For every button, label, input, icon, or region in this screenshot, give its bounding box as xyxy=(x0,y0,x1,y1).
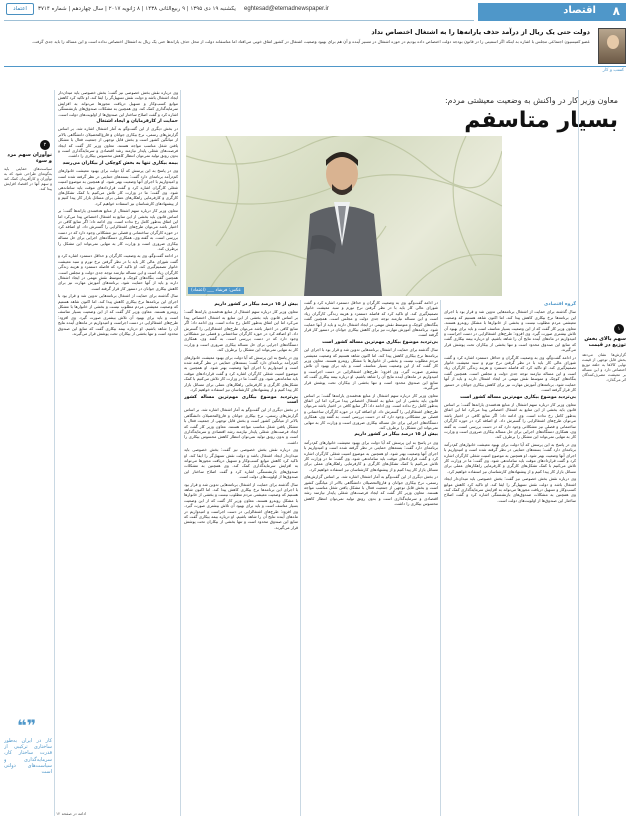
column-text: سال گذشته برای حمایت از اشتغال برنامه‌هایی تدوین شد و قرار بود با اجرای این برنامه‌ها نرخ بیکاری کاهش پیدا کند. اما اکنون شاهد هستیم که وضعیت معیشتی مردم مطلوب نیست و بخشی از خانوارها با مشکل روبه‌رو هستند. معاون وزیر کار گفت که از این وضعیت بسیار متاسف است و باید برای بهبود آن تلاش بیشتری صورت گیرد. وی افزود: طرح‌های اشتغالزایی در دست اجراست و امیدواریم در ماه‌های آینده نتایج آن را شاهد باشیم. او درباره بیمه بیکاری گفت که منابع این صندوق محدود است و تنها بخشی از بیکاران تحت پوشش قرار می‌گیرند. xyxy=(444,309,576,353)
column-text: در بخش دیگری از این گفت‌وگو به آمار اشتغال اشاره شد. بر اساس گزارش‌های رسمی، نرخ بیکاری جوانان و فارغ‌التحصیلان دانشگاهی بالاتر از میانگین کشور است و بخش قابل توجهی از جمعیت فعال با مشکل یافتن شغل مناسب مواجه هستند. معاون وزیر کار گفت که ایجاد فرصت‌های شغلی پایدار نیازمند رشد اقتصادی و سرمایه‌گذاری است و بدون رونق تولید نمی‌توان انتظار کاهش محسوس بیکاری را داشت. xyxy=(58,126,178,159)
column-text: وی در پاسخ به این پرسش که آیا دولت برای بهبود معیشت خانوارهای کم‌درآمد برنامه‌ای دارد گفت: بسته‌های حمایتی در نظر گرفته شده است و امیدواریم با اجرای آنها وضعیت بهتر شود. او همچنین به موضوع امنیت شغلی کارگران اشاره کرد و گفت قراردادهای موقت باید ساماندهی شود. وی گفت: ما در وزارت کار تلاش می‌کنیم با کمک تشکل‌های کارگری و کارفرمایی راهکارهای عملی برای مسائل بازار کار پیدا کنیم و از پیشنهادهای کارشناسان نیز استفاده خواهیم کرد. xyxy=(184,354,298,393)
story-kicker: معاون وزیر کار در واکنش به وضعیت معیشتی مردم: xyxy=(444,96,618,105)
column-subhead: بیمه بیکاری تنها به بخش کوچکی از بیکاران می‌رسد xyxy=(62,160,178,166)
left-sidebar xyxy=(4,96,52,816)
sidebar-body: گزارش‌ها نشان می‌دهد بخش قابل توجهی از قیمت نهایی کالاها به حلقه توزیع اختصاص دارد و این مساله بر معیشت مصرف‌کنندگان اثر می‌گذارد. xyxy=(582,352,626,382)
column-text: معاون وزیر کار درباره سهم اشتغال از منابع هدفمندی یارانه‌ها گفت: بر اساس قانون باید بخشی از این منابع به اشتغال اختصاص پیدا می‌کرد اما این اتفاق به‌طور کامل رخ نداده است. وی ادامه داد: اگر منابع کافی در اختیار باشد می‌توان طرح‌های اشتغالزایی را گسترش داد. او اضافه کرد در حوزه کارگران ساختمانی و فصلی نیز مشکلاتی وجود دارد که در دست بررسی است. به گفته وی، همکاری دستگاه‌های اجرایی برای حل مساله بیکاری ضروری است و وزارت کار به تنهایی نمی‌تواند این مشکل را برطرف کند. xyxy=(58,208,178,251)
numbered-badge: ۱ xyxy=(614,324,624,334)
column-text: در ادامه گفت‌وگو، وی به وضعیت کارگران و حداقل دستمزد اشاره کرد و گفت شورای عالی کار باید با در نظر گرفتن نرخ تورم و سبد معیشت خانوار تصمیم‌گیری کند. او تاکید کرد که فاصله دستمزد و هزینه زندگی کارگران زیاد است و این مساله نیازمند توجه جدی دولت و مجلس است. همچنین گفت بنگاه‌های کوچک و متوسط نقش مهمی در ایجاد اشتغال دارند و باید از آنها حمایت شود. برنامه‌های آموزش مهارت نیز برای کاهش بیکاری جوانان در دستور کار قرار گرفته است. xyxy=(444,354,576,393)
byline: گروه اقتصادی xyxy=(544,302,576,307)
column-rule xyxy=(440,300,441,816)
section-title: اقتصاد xyxy=(563,5,596,16)
column-text: معاون وزیر کار درباره سهم اشتغال از منابع هدفمندی یارانه‌ها گفت: بر اساس قانون باید بخشی از این منابع به اشتغال اختصاص پیدا می‌کرد اما این اتفاق به‌طور کامل رخ نداده است. وی ادامه داد: اگر منابع کافی در اختیار باشد می‌توان طرح‌های اشتغالزایی را گسترش داد. او اضافه کرد در حوزه کارگران ساختمانی و فصلی نیز مشکلاتی وجود دارد که در دست بررسی است. به گفته وی، همکاری دستگاه‌های اجرایی برای حل مساله بیکاری ضروری است و وزارت کار به تنهایی نمی‌تواند این مشکل را برطرف کند. xyxy=(184,309,298,353)
column-subhead: بی‌تردید موضوع بیکاری مهم‌ترین مساله کشور است xyxy=(184,394,298,405)
column-text: سال گذشته برای حمایت از اشتغال برنامه‌هایی تدوین شد و قرار بود با اجرای این برنامه‌ها نرخ بیکاری کاهش پیدا کند. اما اکنون شاهد هستیم که وضعیت معیشتی مردم مطلوب نیست و بخشی از خانوارها با مشکل روبه‌رو هستند. معاون وزیر کار گفت که از این وضعیت بسیار متاسف است و باید برای بهبود آن تلاش بیشتری صورت گیرد. وی افزود: طرح‌های اشتغالزایی در دست اجراست و امیدواریم در ماه‌های آینده نتایج آن را شاهد باشیم. او درباره بیمه بیکاری گفت که منابع این صندوق محدود است و تنها بخشی از بیکاران تحت پوشش قرار می‌گیرند. xyxy=(304,347,438,391)
column-subhead: بیش از ۱۵ درصد بیکار در کشور داریم xyxy=(214,302,298,307)
column-text: در بخش دیگری از این گفت‌وگو به آمار اشتغال اشاره شد. بر اساس گزارش‌های رسمی، نرخ بیکاری جوانان و فارغ‌التحصیلان دانشگاهی بالاتر از میانگین کشور است و بخش قابل توجهی از جمعیت فعال با مشکل یافتن شغل مناسب مواجه هستند. معاون وزیر کار گفت که ایجاد فرصت‌های شغلی پایدار نیازمند رشد اقتصادی و سرمایه‌گذاری است و بدون رونق تولید نمی‌توان انتظار کاهش محسوس بیکاری را داشت. xyxy=(304,474,438,507)
section-email: eghtesad@etemadnewspaper.ir xyxy=(244,6,329,12)
page-header xyxy=(0,0,630,24)
column-text: وی درباره نقش بخش خصوصی نیز گفت: بخش خصوصی باید میدان‌دار ایجاد اشتغال باشد و دولت نقش تسهیل‌گر را ایفا کند. او تاکید کرد کاهش موانع کسب‌وکار و تسهیل دریافت مجوزها می‌تواند به افزایش سرمایه‌گذاری کمک کند. وی همچنین به مشکلات صندوق‌های بازنشستگی اشاره کرد و گفت اصلاح ساختار این صندوق‌ها از اولویت‌های دولت است. xyxy=(58,90,178,117)
newspaper-logo: اعتماد xyxy=(6,3,34,15)
column-text: وی درباره نقش بخش خصوصی نیز گفت: بخش خصوصی باید میدان‌دار ایجاد اشتغال باشد و دولت نقش تسهیل‌گر را ایفا کند. او تاکید کرد کاهش موانع کسب‌وکار و تسهیل دریافت مجوزها می‌تواند به افزایش سرمایه‌گذاری کمک کند. وی همچنین به مشکلات صندوق‌های بازنشستگی اشاره کرد و گفت اصلاح ساختار این صندوق‌ها از اولویت‌های دولت است. xyxy=(184,447,298,480)
column-rule xyxy=(578,90,579,816)
column-text: در ادامه گفت‌وگو، وی به وضعیت کارگران و حداقل دستمزد اشاره کرد و گفت شورای عالی کار باید با در نظر گرفتن نرخ تورم و سبد معیشت خانوار تصمیم‌گیری کند. او تاکید کرد که فاصله دستمزد و هزینه زندگی کارگران زیاد است و این مساله نیازمند توجه جدی دولت و مجلس است. همچنین گفت بنگاه‌های کوچک و متوسط نقش مهمی در ایجاد اشتغال دارند و باید از آنها حمایت شود. برنامه‌های آموزش مهارت نیز برای کاهش بیکاری جوانان در دستور کار قرار گرفته است. xyxy=(58,253,178,291)
column-text: سال گذشته برای حمایت از اشتغال برنامه‌هایی تدوین شد و قرار بود با اجرای این برنامه‌ها نرخ بیکاری کاهش پیدا کند. اما اکنون شاهد هستیم که وضعیت معیشتی مردم مطلوب نیست و بخشی از خانوارها با مشکل روبه‌رو هستند. معاون وزیر کار گفت که از این وضعیت بسیار متاسف است و باید برای بهبود آن تلاش بیشتری صورت گیرد. وی افزود: طرح‌های اشتغالزایی در دست اجراست و امیدواریم در ماه‌های آینده نتایج آن را شاهد باشیم. او درباره بیمه بیکاری گفت که منابع این صندوق محدود است و تنها بخشی از بیکاران تحت پوشش قرار می‌گیرند. xyxy=(58,293,178,337)
main-photo xyxy=(186,136,502,296)
column-rule xyxy=(300,300,301,816)
top-teaser xyxy=(4,28,626,64)
pull-quote: کار در ایران به‌طور ساختاری ترکیبی از قدرت ساختار کار، سرمایه‌گذاری و سیاست‌های دولتی است xyxy=(4,738,52,776)
quote-icon: ❝❞ xyxy=(17,716,36,735)
right-sidebar xyxy=(582,300,626,800)
section-band xyxy=(478,3,626,21)
column-text: معاون وزیر کار درباره سهم اشتغال از منابع هدفمندی یارانه‌ها گفت: بر اساس قانون باید بخشی از این منابع به اشتغال اختصاص پیدا می‌کرد اما این اتفاق به‌طور کامل رخ نداده است. وی ادامه داد: اگر منابع کافی در اختیار باشد می‌توان طرح‌های اشتغالزایی را گسترش داد. او اضافه کرد در حوزه کارگران ساختمانی و فصلی نیز مشکلاتی وجود دارد که در دست بررسی است. به گفته وی، همکاری دستگاه‌های اجرایی برای حل مساله بیکاری ضروری است و وزارت کار به تنهایی نمی‌تواند این مشکل را برطرف کند. xyxy=(304,392,438,430)
article-column-2 xyxy=(184,300,298,810)
teaser-body: عضو کمیسیون اجتماعی مجلس با اشاره به اینکه اگر اسمیتی را در قانون بودجه دولت اختصاص داده بودیم در حوزه اشتغال در مسیر آینده و آن هم برای بهبود وضعیت اشتغال در کشور اتفاق خوبی می‌افتاد اما متاسفانه دولت از محل حذف یارانه‌ها حتی یک ریال به اشتغال اختصاص نداده است و این مساله را باید جدی گرفت. xyxy=(31,39,590,44)
teaser-portrait xyxy=(598,28,626,64)
column-subhead: حمایت از کارفرمایان و ایجاد اشتغال xyxy=(96,119,178,125)
column-text: معاون وزیر کار درباره سهم اشتغال از منابع هدفمندی یارانه‌ها گفت: بر اساس قانون باید بخشی از این منابع به اشتغال اختصاص پیدا می‌کرد اما این اتفاق به‌طور کامل رخ نداده است. وی ادامه داد: اگر منابع کافی در اختیار باشد می‌توان طرح‌های اشتغالزایی را گسترش داد. او اضافه کرد در حوزه کارگران ساختمانی و فصلی نیز مشکلاتی وجود دارد که در دست بررسی است. به گفته وی، همکاری دستگاه‌های اجرایی برای حل مساله بیکاری ضروری است و وزارت کار به تنهایی نمی‌تواند این مشکل را برطرف کند. xyxy=(444,401,576,440)
numbered-badge: ۲ xyxy=(40,140,50,150)
teaser-title: دولت حتی یک ریال از درآمد حذف یارانه‌ها را به اشتغال اختصاص نداد xyxy=(371,28,590,36)
page-number: ۸ xyxy=(612,4,620,18)
column-text: وی درباره نقش بخش خصوصی نیز گفت: بخش خصوصی باید میدان‌دار ایجاد اشتغال باشد و دولت نقش تسهیل‌گر را ایفا کند. او تاکید کرد کاهش موانع کسب‌وکار و تسهیل دریافت مجوزها می‌تواند به افزایش سرمایه‌گذاری کمک کند. وی همچنین به مشکلات صندوق‌های بازنشستگی اشاره کرد و گفت اصلاح ساختار این صندوق‌ها از اولویت‌های دولت است. xyxy=(444,476,576,503)
sidebar-body: سیاست‌های حمایتی باید به‌گونه‌ای طراحی شود که به نوآوران و کارآفرینان کمک کند و سهم آنها در اقتصاد افزایش پیدا کند. xyxy=(4,166,52,191)
column-subhead: بی‌تردید موضوع بیکاری مهم‌ترین مساله کشور است xyxy=(460,394,576,400)
dateline: یکشنبه ۱۹ دی ۱۳۹۵ | ۹ ربیع‌الثانی ۱۴۳۸ | ۸ ژانویه ۲۰۱۷ | سال چهاردهم | شماره ۳۷۱۴ xyxy=(38,6,236,12)
column-subhead: بی‌تردید موضوع بیکاری مهم‌ترین مساله کشور است xyxy=(322,339,438,345)
column-rule xyxy=(180,90,181,816)
photo-illustration xyxy=(186,136,502,296)
column-subhead: بیش از ۱۵ درصد بیکار در کشور داریم xyxy=(354,432,438,438)
section-rule xyxy=(4,66,626,67)
header-meta xyxy=(4,3,474,21)
column-text: در ادامه گفت‌وگو، وی به وضعیت کارگران و حداقل دستمزد اشاره کرد و گفت شورای عالی کار باید با در نظر گرفتن نرخ تورم و سبد معیشت خانوار تصمیم‌گیری کند. او تاکید کرد که فاصله دستمزد و هزینه زندگی کارگران زیاد است و این مساله نیازمند توجه جدی دولت و مجلس است. همچنین گفت بنگاه‌های کوچک و متوسط نقش مهمی در ایجاد اشتغال دارند و باید از آنها حمایت شود. برنامه‌های آموزش مهارت نیز برای کاهش بیکاری جوانان در دستور کار قرار گرفته است. xyxy=(304,300,438,338)
article-column-3 xyxy=(304,300,438,810)
photo-caption: عکس: فرشاد ___ (اعتماد) xyxy=(188,287,244,294)
sidebar-heading: سهم بالای بخش توزیع در قیمت xyxy=(584,336,626,348)
column-text: سال گذشته برای حمایت از اشتغال برنامه‌هایی تدوین شد و قرار بود با اجرای این برنامه‌ها نرخ بیکاری کاهش پیدا کند. اما اکنون شاهد هستیم که وضعیت معیشتی مردم مطلوب نیست و بخشی از خانوارها با مشکل روبه‌رو هستند. معاون وزیر کار گفت که از این وضعیت بسیار متاسف است و باید برای بهبود آن تلاش بیشتری صورت گیرد. وی افزود: طرح‌های اشتغالزایی در دست اجراست و امیدواریم در ماه‌های آینده نتایج آن را شاهد باشیم. او درباره بیمه بیکاری گفت که منابع این صندوق محدود است و تنها بخشی از بیکاران تحت پوشش قرار می‌گیرند. xyxy=(184,481,298,530)
continued-note: ادامه در صفحه ۱۲ xyxy=(56,811,87,816)
section-tag: کسب و کار xyxy=(602,68,624,73)
article-column-1 xyxy=(58,90,178,810)
column-text: در بخش دیگری از این گفت‌وگو به آمار اشتغال اشاره شد. بر اساس گزارش‌های رسمی، نرخ بیکاری جوانان و فارغ‌التحصیلان دانشگاهی بالاتر از میانگین کشور است و بخش قابل توجهی از جمعیت فعال با مشکل یافتن شغل مناسب مواجه هستند. معاون وزیر کار گفت که ایجاد فرصت‌های شغلی پایدار نیازمند رشد اقتصادی و سرمایه‌گذاری است و بدون رونق تولید نمی‌توان انتظار کاهش محسوس بیکاری را داشت. xyxy=(184,407,298,445)
column-text: وی در پاسخ به این پرسش که آیا دولت برای بهبود معیشت خانوارهای کم‌درآمد برنامه‌ای دارد گفت: بسته‌های حمایتی در نظر گرفته شده است و امیدواریم با اجرای آنها وضعیت بهتر شود. او همچنین به موضوع امنیت شغلی کارگران اشاره کرد و گفت قراردادهای موقت باید ساماندهی شود. وی گفت: ما در وزارت کار تلاش می‌کنیم با کمک تشکل‌های کارگری و کارفرمایی راهکارهای عملی برای مسائل بازار کار پیدا کنیم و از پیشنهادهای کارشناسان نیز استفاده خواهیم کرد. xyxy=(58,168,178,206)
story-headline: بسیار متاسفم xyxy=(464,108,618,133)
column-text: وی در پاسخ به این پرسش که آیا دولت برای بهبود معیشت خانوارهای کم‌درآمد برنامه‌ای دارد گفت: بسته‌های حمایتی در نظر گرفته شده است و امیدواریم با اجرای آنها وضعیت بهتر شود. او همچنین به موضوع امنیت شغلی کارگران اشاره کرد و گفت قراردادهای موقت باید ساماندهی شود. وی گفت: ما در وزارت کار تلاش می‌کنیم با کمک تشکل‌های کارگری و کارفرمایی راهکارهای عملی برای مسائل بازار کار پیدا کنیم و از پیشنهادهای کارشناسان نیز استفاده خواهیم کرد. xyxy=(444,441,576,474)
article-column-4 xyxy=(444,300,576,810)
sidebar-heading: نوآوران سهم مرد و سوء xyxy=(7,152,52,164)
column-rule xyxy=(54,90,55,816)
column-text: وی در پاسخ به این پرسش که آیا دولت برای بهبود معیشت خانوارهای کم‌درآمد برنامه‌ای دارد گفت: بسته‌های حمایتی در نظر گرفته شده است و امیدواریم با اجرای آنها وضعیت بهتر شود. او همچنین به موضوع امنیت شغلی کارگران اشاره کرد و گفت قراردادهای موقت باید ساماندهی شود. وی گفت: ما در وزارت کار تلاش می‌کنیم با کمک تشکل‌های کارگری و کارفرمایی راهکارهای عملی برای مسائل بازار کار پیدا کنیم و از پیشنهادهای کارشناسان نیز استفاده خواهیم کرد. xyxy=(304,439,438,472)
